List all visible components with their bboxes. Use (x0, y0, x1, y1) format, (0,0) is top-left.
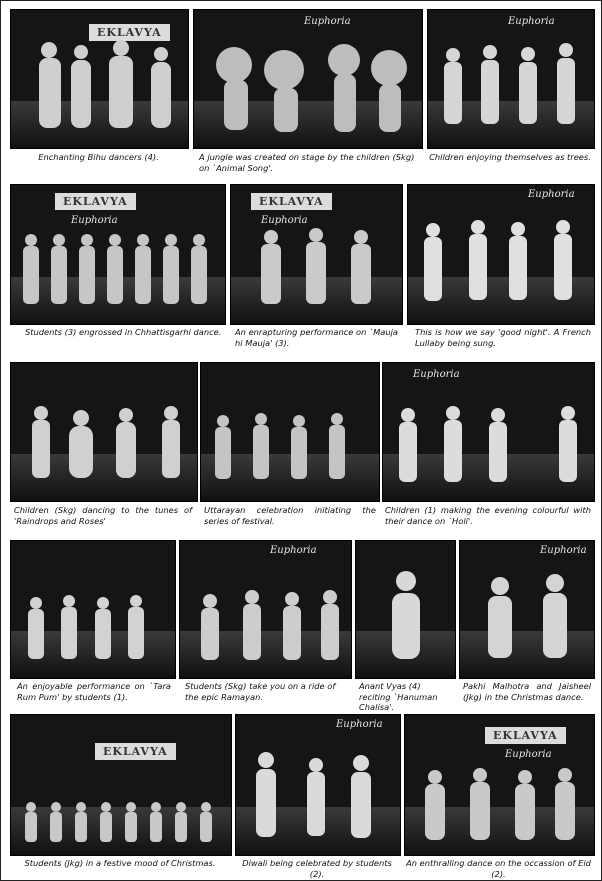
eklavya-banner: EKLAVYA (95, 743, 176, 760)
tara-figures (11, 541, 175, 678)
euphoria-script: Euphoria (71, 215, 118, 226)
caption-uttarayan: Uttarayan celebration initiating the series of festival. (204, 505, 376, 526)
euphoria-script: Euphoria (336, 719, 383, 730)
ramayan-figures (180, 541, 351, 678)
mauja-figures (231, 185, 402, 324)
photo-ramayan (179, 540, 352, 679)
photo-holi (382, 362, 595, 502)
diwali-figures (236, 715, 400, 855)
photo-hanuman-chalisa (355, 540, 456, 679)
uttarayan-figures (201, 363, 379, 501)
photo-bihu-dancers (10, 9, 189, 149)
photo-eid (404, 714, 595, 856)
photo-raindrops-roses (10, 362, 198, 502)
euphoria-script: Euphoria (413, 369, 460, 380)
photo-french-lullaby (407, 184, 595, 325)
euphoria-script: Euphoria (540, 545, 587, 556)
holi-figures (383, 363, 594, 501)
euphoria-script: Euphoria (505, 749, 552, 760)
euphoria-script: Euphoria (528, 189, 575, 200)
caption-eid: An enthralling dance on the occassion of Eid (2). (406, 858, 591, 879)
jungle-figures (194, 10, 422, 148)
caption-lullaby: This is how we say 'good night'. A French Lullaby being sung. (415, 327, 591, 348)
photo-jungle-animal-song (193, 9, 423, 149)
caption-bihu: Enchanting Bihu dancers (4). (38, 152, 159, 162)
dancers-figures (11, 10, 188, 148)
caption-chhattisgarhi: Students (3) engrossed in Chhattisgarhi dance. (25, 327, 222, 337)
caption-raindrops: Children (Skg) dancing to the tunes of 'Raindrops and Roses' (14, 505, 192, 526)
caption-hanuman: Anant Vyas (4) reciting `Hanuman Chalisa'. (359, 681, 438, 712)
eklavya-banner: EKLAVYA (485, 727, 566, 744)
caption-christmas-dance: Pakhi Malhotra and Jaisheel (Jkg) in the Christmas dance. (463, 681, 591, 702)
euphoria-script: Euphoria (304, 16, 351, 27)
photo-diwali (235, 714, 401, 856)
caption-holi: Children (1) making the evening colourful with their dance on `Holi'. (385, 505, 591, 526)
caption-jungle: A jungle was created on stage by the children (Skg) on `Animal Song'. (199, 152, 415, 173)
euphoria-script: Euphoria (508, 16, 555, 27)
photo-christmas-dance (459, 540, 595, 679)
caption-tara: An enjoyable performance on `Tara Rum Pum' by students (1). (17, 681, 171, 702)
photo-tara-rum-pum (10, 540, 176, 679)
photo-trees (427, 9, 595, 149)
christmas-mood-figures (11, 715, 231, 855)
eklavya-banner: EKLAVYA (251, 193, 332, 210)
eklavya-banner: EKLAVYA (89, 24, 170, 41)
photo-christmas-mood (10, 714, 232, 856)
caption-mauja: An enrapturing performance on `Mauja hi Mauja' (3). (235, 327, 399, 348)
photo-chhattisgarhi-dance (10, 184, 226, 325)
chhattisgarhi-figures (11, 185, 225, 324)
raindrops-figures (11, 363, 197, 501)
photo-uttarayan (200, 362, 380, 502)
caption-ramayan: Students (Skg) take you on a ride of the epic Ramayan. (185, 681, 336, 702)
caption-christmas-mood: Students (Jkg) in a festive mood of Christmas. (24, 858, 216, 868)
caption-trees: Children enjoying themselves as trees. (429, 152, 591, 162)
eklavya-banner: EKLAVYA (55, 193, 136, 210)
caption-diwali: Diwali being celebrated by students (2). (242, 858, 392, 879)
lullaby-figures (408, 185, 594, 324)
euphoria-script: Euphoria (261, 215, 308, 226)
eid-figures (405, 715, 594, 855)
tree-figures (428, 10, 594, 148)
euphoria-script: Euphoria (270, 545, 317, 556)
hanuman-figure (356, 541, 455, 678)
christmas-dance-figures (460, 541, 594, 678)
photo-mauja-hi-mauja (230, 184, 403, 325)
